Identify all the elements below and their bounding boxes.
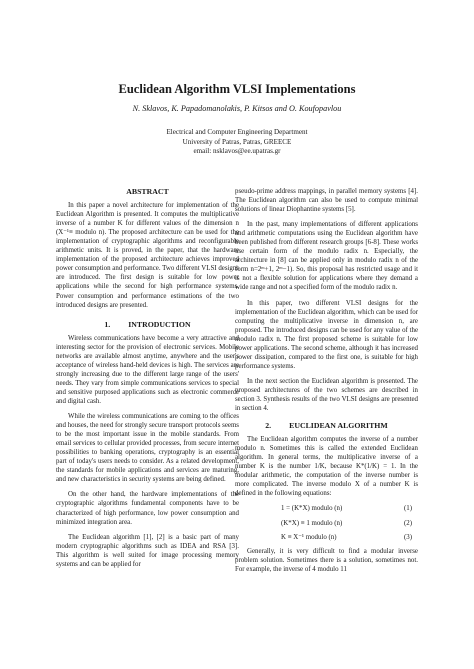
equation-3-number: (3) bbox=[403, 533, 412, 541]
right-paragraph-1: pseudo-prime address mappings, in parallel memory systems [4]. The Euclidean algorithm can also be used to compute minimal solutions of linear Diophantine systems [5]. bbox=[235, 188, 418, 214]
left-column bbox=[56, 187, 239, 575]
affiliation-email: email: nsklavos@ee.upatras.gr bbox=[193, 147, 281, 156]
affiliation-block bbox=[0, 128, 474, 157]
intro-paragraph-1: Wireless communications have become a very attractive and interesting sector for the provision of electronic services. Mobile networks are available almost anytime, anywhere and the user's acceptance of wireless hand-held devices is high. The services are strongly increasing due to the different large range of the users' needs. They vary from simple communications services to special and sensitive purposed applications such as electronic commerce and digital cash. bbox=[56, 334, 239, 405]
affiliation-department: Electrical and Computer Engineering Department bbox=[166, 128, 308, 136]
equation-2-number: (2) bbox=[403, 519, 412, 527]
paper-authors: N. Sklavos, K. Papadomanolakis, P. Kitsos and O. Koufopavlou bbox=[132, 104, 342, 113]
intro-paragraph-2: While the wireless communications are coming to the offices and houses, the need for strongly secure transport protocols seems to be the most important issue in the mobile standards. From email services to cellular provided processes, from secure internet possibilities to banking operations, cryptography is an essential part of today's users needs to consider. As a related development, the standards for mobile applications and services are maturing, and new characteristics in security systems are being defined. bbox=[56, 413, 239, 484]
equation-3-body: K ≡ X⁻¹ modulo (n) bbox=[281, 533, 337, 541]
equation-3 bbox=[235, 533, 418, 542]
intro-paragraph-3: On the other hand, the hardware implementations of the cryptographic algorithms fundamental components have to be characterized of high performance, low power consumption and minimized integration area. bbox=[56, 491, 239, 526]
right-column bbox=[235, 187, 418, 580]
equation-2 bbox=[235, 519, 418, 528]
section-1-number: 1. bbox=[104, 319, 111, 329]
section-2-paragraph: The Euclidean algorithm computes the inverse of a number modulo n. Sometimes this is called the extended Euclidean algorithm. In general terms, the multiplicative inverse of a number K is the number 1/K, because K*(1/K) = 1. In the modular arithmetic, the computation of the inverse number is more complicated. The inverse modulo X of a number K is defined in the following equations: bbox=[235, 436, 418, 498]
right-paragraph-2: In the past, many implementations of different applications and arithmetic computations using the Euclidean algorithm have been published from different research groups [6-8]. These works use certain form of the modulo radix n. Especially, the architecture in [8] can be applied only in modulo radix n of the form n=2ᵐ+1, 2ᵐ−1). So, this proposal has restricted usage and it is not a flexible solution for applications where they demand a wide range and not a specified form of the modulo radix n. bbox=[235, 221, 418, 292]
equation-2-body: (K*X) ≡ 1 modulo (n) bbox=[281, 519, 343, 527]
affiliation-university: University of Patras, Patras, GREECE bbox=[182, 137, 292, 146]
equation-1-number: (1) bbox=[403, 505, 412, 513]
intro-paragraph-4: The Euclidean algorithm [1], [2] is a basic part of many modern cryptographic algorithms such as IDEA and RSA [3]. This algorithm is well suited for image processing memory systems and can be applied for bbox=[56, 533, 239, 568]
section-1-heading bbox=[56, 320, 239, 329]
section-1-title: INTRODUCTION bbox=[128, 319, 191, 329]
abstract-text: In this paper a novel architecture for implementation of the Euclidean Algorithm is presented. It computes the multiplicative inverse of a number K for different values of the dimension n (X⁻¹≡ modulo n). The proposed architecture can be used for the implementation of cryptographic algorithms and reconfigurable arithmetic units. It is proved, in the paper, that the hardware implementation of the proposed architecture achieves improved power consumption and performance. Two different VLSI designs are introduced. The first design is suitable for low power applications while the second for high performance systems. Power consumption and performance estimations of the two introduced designs are presented. bbox=[56, 202, 239, 309]
equation-1-body: 1 = (K*X) modulo (n) bbox=[281, 505, 343, 513]
right-paragraph-3: In this paper, two different VLSI designs for the implementation of the Euclidean algorithm, which can be used for computing the multiplicative inverse in dimension n, are proposed. The introduced designs can be used for any value of the modulo radix n. The first proposed scheme is suitable for low power applications. The second scheme, although it has increased power dissipation, compared to the first one, is suitable for high performance systems. bbox=[235, 299, 418, 370]
section-2-heading bbox=[235, 421, 418, 430]
section-2-number: 2. bbox=[265, 421, 272, 431]
closing-paragraph: Generally, it is very difficult to find a modular inverse problem solution. Sometimes there is a solution, sometimes not. For example, the inverse of 4 modulo 11 bbox=[235, 547, 418, 573]
section-2-title: EUCLIDEAN ALGORITHM bbox=[289, 421, 388, 431]
paper-title: Euclidean Algorithm VLSI Implementations bbox=[118, 82, 356, 96]
equation-1 bbox=[235, 504, 418, 513]
right-paragraph-4: In the next section the Euclidean algorithm is presented. The proposed architectures of the two schemes are described in section 3. Synthesis results of the two VLSI designs are presented in section 4. bbox=[235, 377, 418, 413]
abstract-heading: ABSTRACT bbox=[126, 187, 169, 196]
